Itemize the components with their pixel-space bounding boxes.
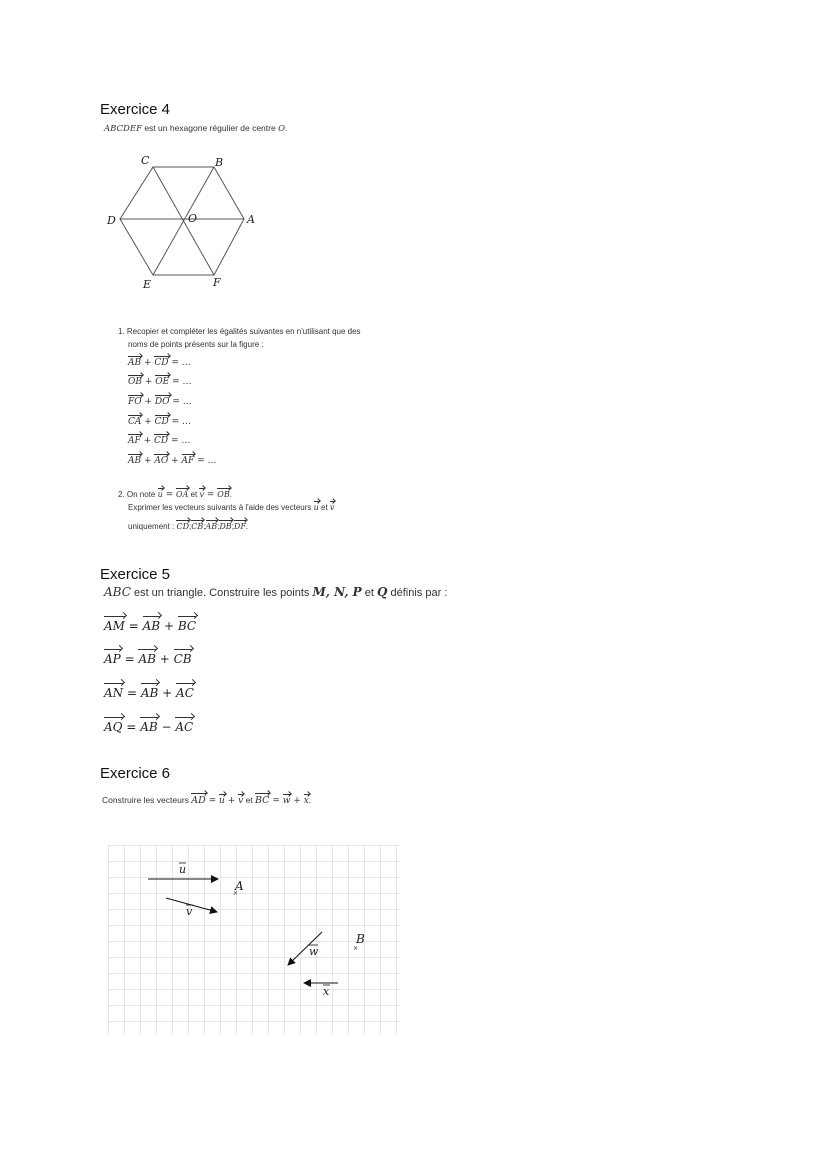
question-2-line-1: 2. On note u = OA et v = OB. [118, 490, 232, 500]
point-B-label: B [356, 932, 365, 946]
equality-5: AF + CD = … [128, 436, 191, 446]
equality-1: AB + CD = … [128, 358, 191, 368]
equality-6: AB + AO + AF = … [128, 456, 217, 466]
vector-x-label: x [323, 985, 330, 998]
point-label-B: B [215, 156, 224, 169]
point-label-F: F [213, 276, 221, 289]
equality-2: OB + OE = … [128, 377, 192, 387]
hexagon-figure [100, 150, 270, 295]
exercise-6-intro: Construire les vecteurs AD = u + v et BC = w + x. [102, 795, 312, 806]
point-label-C: C [141, 154, 150, 167]
hexagon-outline [120, 167, 244, 275]
vector-grid [100, 840, 405, 1040]
point-B-mark: × [353, 945, 359, 952]
equality-4: CA + CD = … [128, 417, 192, 427]
definition-P: AP = AB + CB [104, 652, 192, 666]
point-label-A: A [247, 213, 255, 226]
vector-w-label: w [309, 945, 319, 958]
definition-Q: AQ = AB − AC [104, 720, 194, 734]
point-label-E: E [143, 278, 152, 291]
question-2-line-2: Exprimer les vecteurs suivants à l'aide des vecteurs u et v [128, 503, 335, 512]
question-2-line-3: uniquement : CD;CB;AB;DB;DF. [128, 522, 249, 531]
equality-3: FO + DO = … [128, 397, 192, 407]
vector-u-label: u [179, 863, 187, 876]
question-1-line-1: 1. Recopier et compléter les égalités suivantes en n'utilisant que des [118, 327, 361, 336]
vector-v-label: v [186, 905, 193, 918]
question-1-line-2: noms de points présents sur la figure : [128, 340, 264, 349]
exercise-5-intro: ABC est un triangle. Construire les points M, N, P et Q définis par : [104, 585, 448, 599]
definition-N: AN = AB + AC [104, 686, 194, 700]
point-A-mark: × [233, 890, 239, 897]
point-A-label: A [235, 879, 244, 893]
point-label-O: O [188, 212, 198, 225]
definition-M: AM = AB + BC [104, 619, 197, 633]
exercise-5-title: Exercice 5 [100, 566, 171, 583]
exercise-4-title: Exercice 4 [100, 101, 171, 118]
point-label-D: D [107, 214, 116, 227]
exercise-6-title: Exercice 6 [100, 765, 171, 782]
exercise-4-intro: ABCDEF est un hexagone régulier de centre O. [104, 123, 288, 134]
